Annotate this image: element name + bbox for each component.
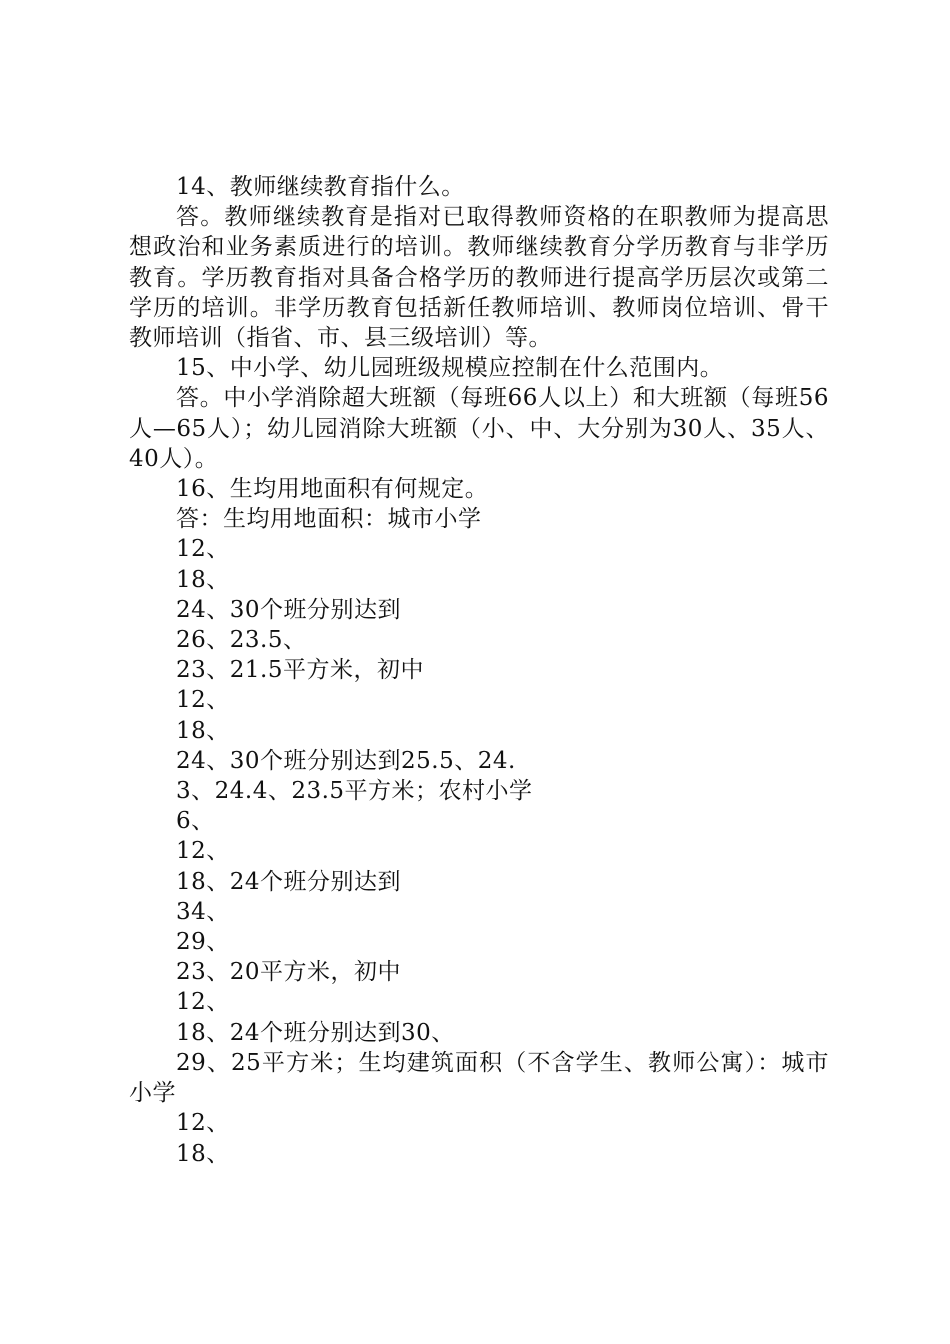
list-item: 24、30个班分别达到 [176, 596, 402, 623]
answer-14: 答。教师继续教育是指对已取得教师资格的在职教师为提高思想政治和业务素质进行的培训。教师继续教育分学历教育与非学历教育。学历教育指对具备合格学历的教师进行提高学历层次或第二学历的培训。非学历教育包括新任教师培训、教师岗位培训、骨干教师培训（指省、市、县三级培训）等。 [129, 204, 829, 352]
list-item: 12、 [176, 989, 230, 1016]
answer-15: 答。中小学消除超大班额（每班66人以上）和大班额（每班56人—65人）；幼儿园消除大班额（小、中、大分别为30人、35人、40人）。 [129, 385, 829, 472]
list-item: 23、20平方米，初中 [176, 959, 402, 986]
list-item: 18、24个班分别达到30、 [176, 1019, 455, 1046]
list-item: 3、24.4、23.5平方米；农村小学 [176, 778, 533, 805]
question-14: 14、教师继续教育指什么。 [176, 174, 465, 200]
list-item: 12、 [176, 536, 230, 563]
list-item: 18、 [176, 1140, 230, 1167]
list-item: 29、25平方米；生均建筑面积（不含学生、教师公寓）：城市小学 [129, 1049, 829, 1107]
list-item: 18、 [176, 566, 230, 593]
list-item: 34、 [176, 898, 230, 925]
list-item: 12、 [176, 838, 230, 865]
document-body [129, 172, 829, 1169]
list-item: 6、 [176, 808, 215, 835]
question-15: 15、中小学、幼儿园班级规模应控制在什么范围内。 [176, 355, 724, 382]
list-item: 24、30个班分别达到25.5、24. [176, 747, 516, 774]
list-item: 26、23.5、 [176, 627, 307, 654]
list-item: 18、 [176, 717, 230, 744]
list-item: 12、 [176, 1110, 230, 1137]
list-item: 18、24个班分别达到 [176, 868, 402, 895]
list-item: 23、21.5平方米，初中 [176, 657, 424, 684]
question-16: 16、生均用地面积有何规定。 [176, 476, 489, 503]
answer-16: 答：生均用地面积：城市小学 [176, 506, 482, 533]
list-item: 29、 [176, 929, 230, 956]
list-item: 12、 [176, 687, 230, 714]
